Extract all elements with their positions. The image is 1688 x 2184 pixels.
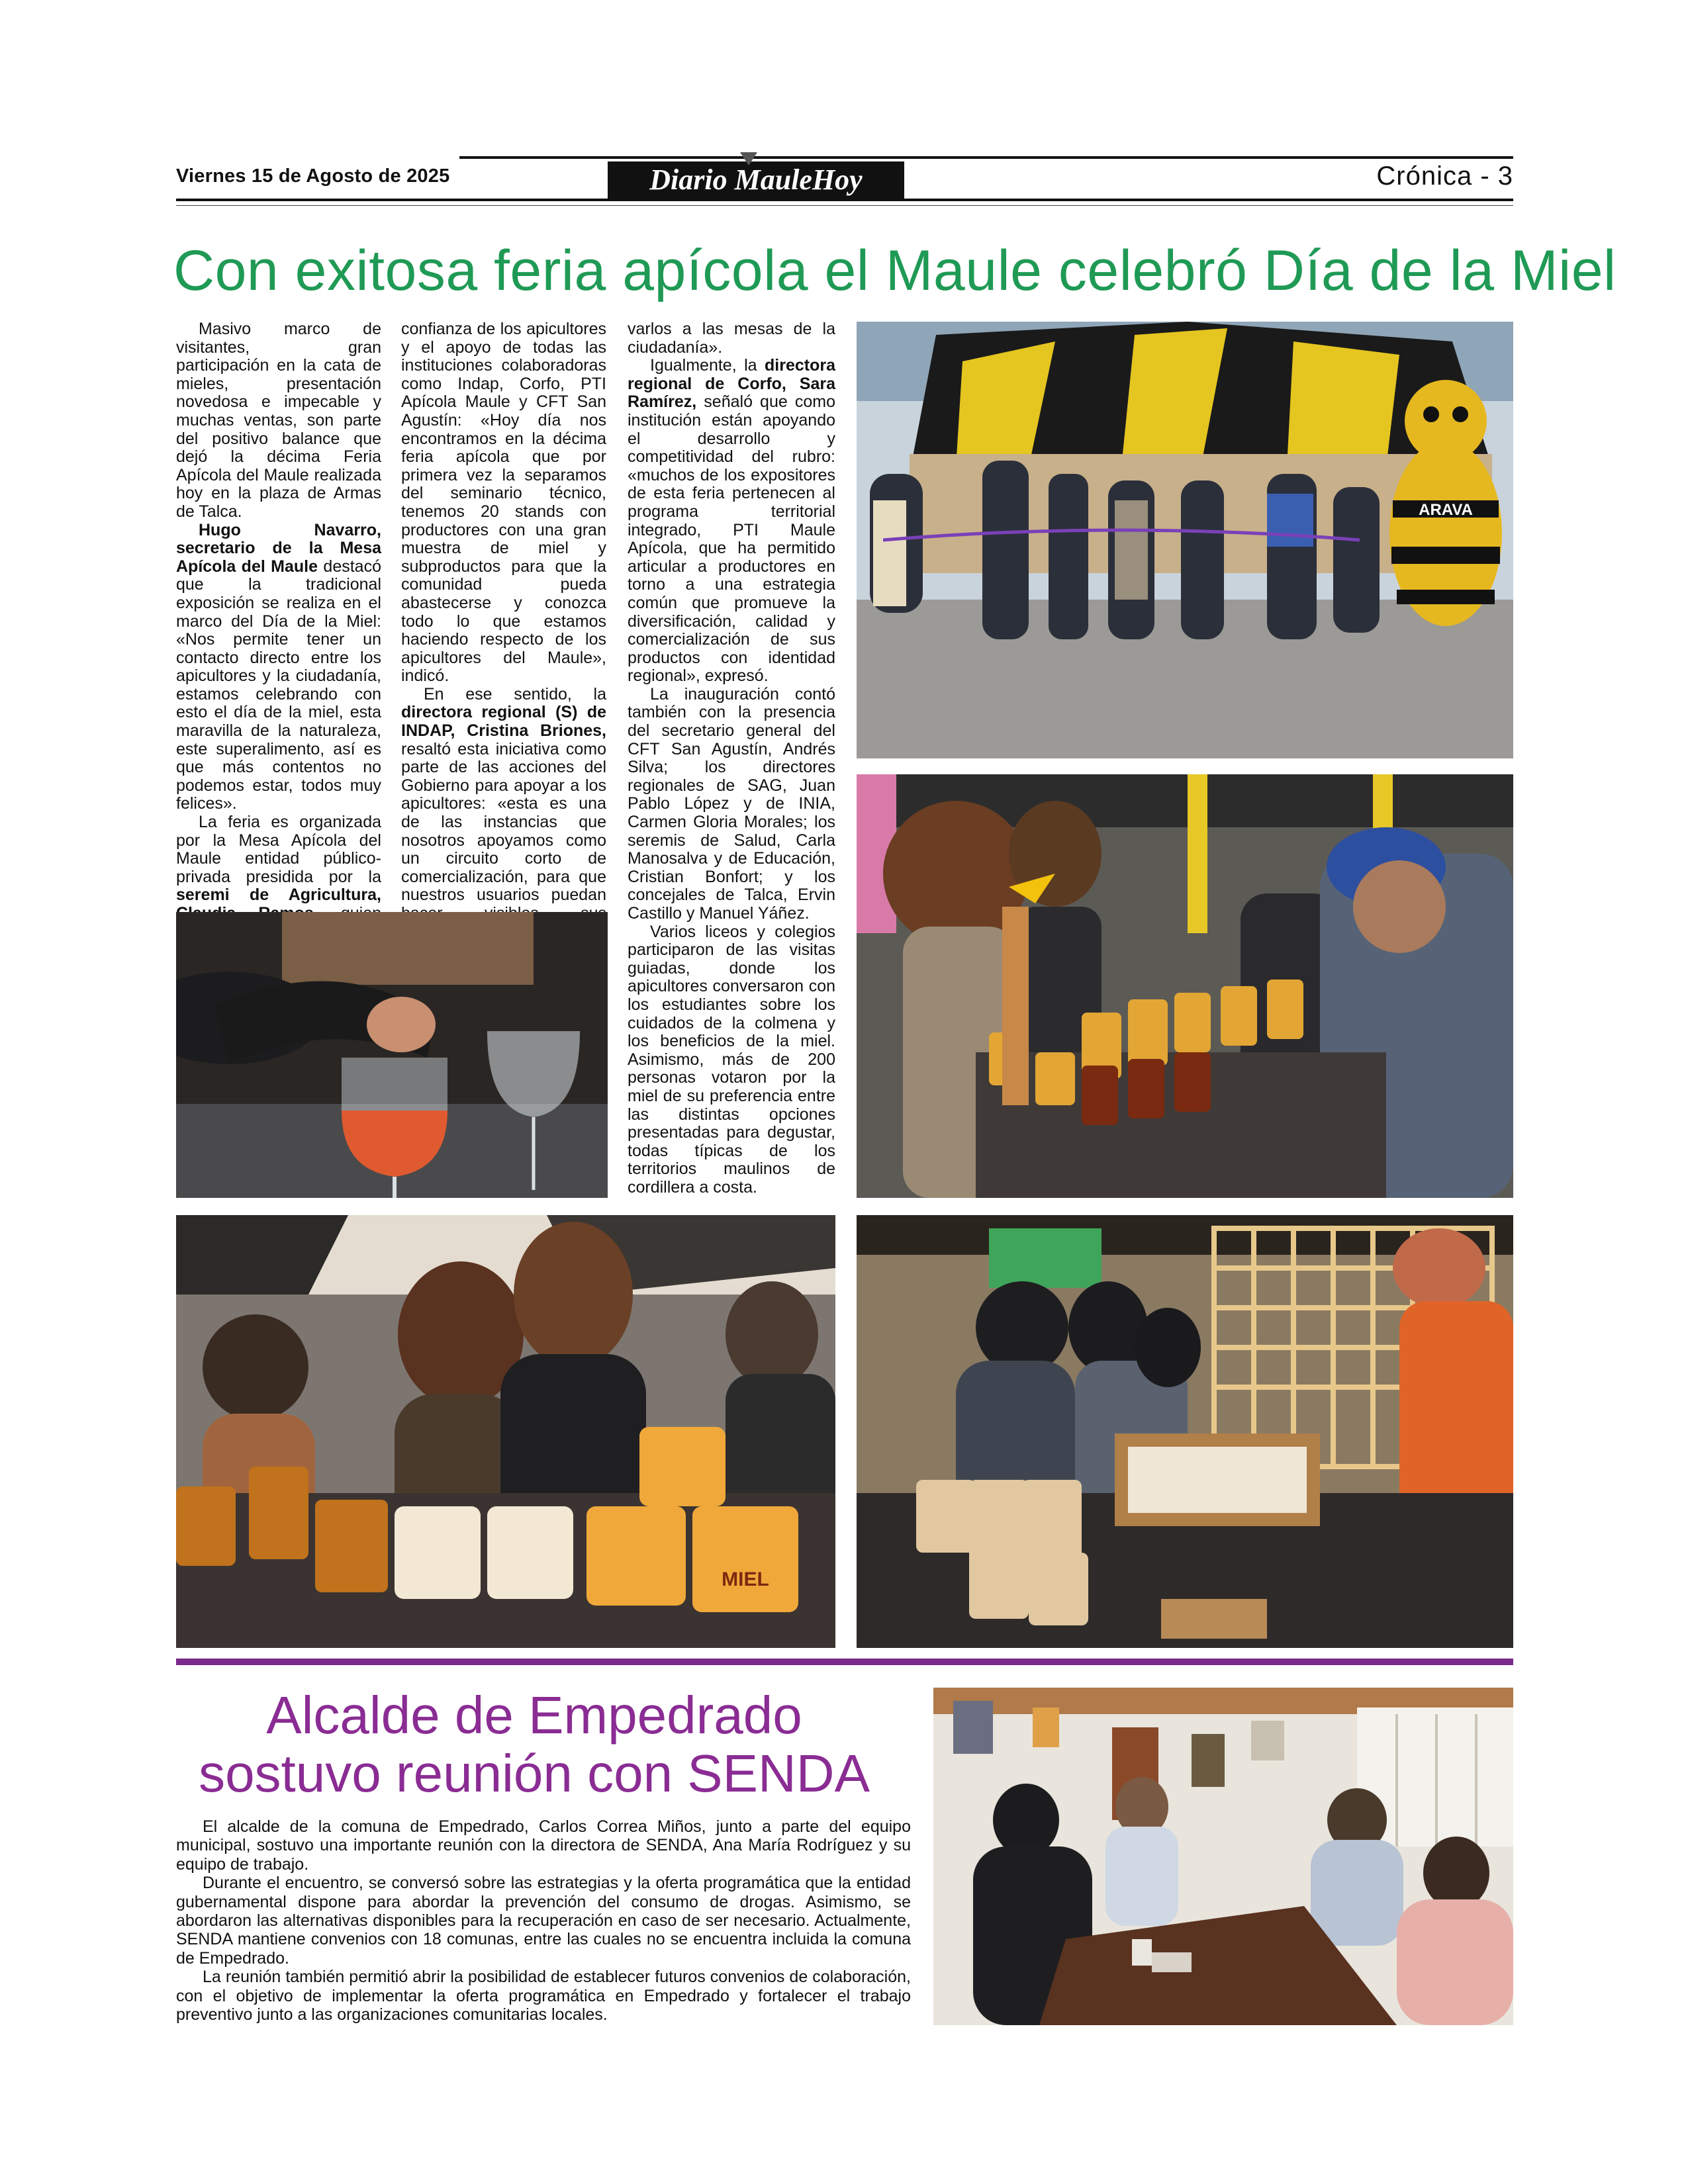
article2-body xyxy=(176,1817,911,2024)
article-column-1 xyxy=(176,320,381,941)
article-column-2 xyxy=(401,320,606,941)
photo-ribbon-cutting xyxy=(857,322,1513,758)
paragraph xyxy=(176,522,381,814)
bold-name: seremi de Agricultura, xyxy=(176,886,381,905)
header-thin-rule xyxy=(176,205,1513,206)
paragraph: Varios liceos y colegios participaron de las visitas guiadas, donde los apicultores conversaron con los estudiantes sobre los cuidados de la colmena y los beneficios de la miel. Asimismo, más de 200 personas votaron por la miel de su preferencia entre las distintas opciones presentadas para degustar, todas típicas de los territorios maulinos de cordillera a costa. xyxy=(628,922,835,1197)
header-top-rule xyxy=(459,156,1513,159)
text-run: En ese sentido, la xyxy=(424,684,606,704)
photo-honey-tasting xyxy=(176,912,608,1198)
bold-name: directora regional de Corfo, Sara Ramírez, xyxy=(628,356,835,412)
text-run: señaló que como institución están apoyando el desarrollo y competitividad del rubro: «muchos de los expositores de esta feria pertenecen al programa territorial integrado, PTI Maule Apícola, que ha permitido articular a productores en torno a una estrategia común que promueve la diversificación, calidad y comercialización de sus productos con identidad regional», expresó. xyxy=(628,392,835,686)
text-run: resaltó esta iniciativa como parte de las acciones del Gobierno para apoyar a los apicultores: «esta es una de las instancias que nosotros apoyamos como un circuito corto de comercialización, para que nuestros usuarios puedan xyxy=(401,739,606,905)
mascot-label: ARAVA xyxy=(1419,501,1473,519)
honey-tubs-illustration xyxy=(176,1215,835,1648)
honey-stand-illustration xyxy=(857,774,1513,1198)
paragraph: Durante el encuentro, se conversó sobre las estrategias y la oferta programática que la entidad gubernamental dispone para abordar la prevención del consumo de drogas. Asimismo, se abordaron las alternativas disponibles para la recuperación en caso de ser necesario. Actualmente, SENDA mantiene convenios con 18 comunas, entre las cuales no se encuentra incluida la comuna de Empedrado. xyxy=(176,1874,911,1968)
paragraph xyxy=(401,686,606,941)
header-bottom-rule xyxy=(176,199,1513,201)
paragraph: varlos a las mesas de la ciudadanía». xyxy=(628,320,835,357)
masthead-logo: Diario MauleHoy xyxy=(608,161,904,199)
paragraph: confianza de los apicultores y el apoyo de todas las instituciones colaboradoras como Indap, Corfo, PTI Apícola Maule y CFT San Agustín: «Hoy día nos encontramos en la décima feria apícola que por primera vez la separamos del seminario técnico, tenemos 20 stands con productores con una gran muestra de miel y subproductos para que la comunidad pueda abastecerse y conozca todo lo que estamos haciendo respecto de los apicultores del Maule», indicó. xyxy=(401,320,606,686)
article-headline: Con exitosa feria apícola el Maule celebró Día de la Miel xyxy=(173,239,1617,302)
text-run: La feria es organizada por la Mesa Apícola del Maule entidad público-privada presidida por la xyxy=(176,813,381,886)
masthead-notch-icon xyxy=(740,152,757,165)
headline-line: sostuvo reunión con SENDA xyxy=(199,1744,870,1803)
honey-tasting-illustration xyxy=(176,912,608,1198)
photo-senda-meeting xyxy=(933,1688,1513,2025)
senda-meeting-illustration xyxy=(933,1688,1513,2025)
paragraph: La reunión también permitió abrir la posibilidad de establecer futuros convenios de colaboración, con el objetivo de implementar la oferta programática en Empedrado y fortalecer el trabajo preventivo junto a las organizaciones comunitarias locales. xyxy=(176,1968,911,2025)
bold-name: directora regional (S) de INDAP, Cristina Briones, xyxy=(401,703,606,741)
bold-name: Hugo Navarro, secretario de la Mesa Apícola del Maule xyxy=(176,520,381,576)
text-run: destacó que la tradicional exposición se realiza en el marco del Día de la Miel: «Nos permite tener un contacto directo entre los apicultores y la ciudadanía, estamos celebrando con esto el día de la miel, esta maravilla de la naturaleza, este superalimento, así es que más contentos no podemos estar, todos muy felices». xyxy=(176,557,381,813)
section-divider-rule xyxy=(176,1659,1513,1665)
paragraph: La inauguración contó también con la presencia del secretario general del CFT San Agustín, Andrés Silva; los directores regionales de SAG, Juan Pablo López y de INIA, Carmen Gloria Morales; los seremis de Salud, Carla Manosalva y de Educación, Cristian Bonfort; y los concejales de Talca, Ervin Castillo y Manuel Yáñez. xyxy=(628,684,835,923)
section-page-label: Crónica - 3 xyxy=(1376,161,1513,191)
headline-line: Alcalde de Empedrado xyxy=(266,1686,802,1745)
photo-honeycomb-frame xyxy=(857,1215,1513,1648)
text-run: Igualmente, la xyxy=(650,356,765,375)
photo-honey-tubs xyxy=(176,1215,835,1648)
paragraph: Masivo marco de visitantes, gran participación en la cata de mieles, presentación novedosa e impecable y muchas ventas, son parte del positivo balance que dejó la décima Feria Apícola del Maule realizada hoy en la plaza de Armas de Talca. xyxy=(176,320,381,521)
paragraph xyxy=(628,357,835,686)
honeycomb-frame-illustration xyxy=(857,1215,1513,1648)
photo-honey-stand xyxy=(857,774,1513,1198)
paragraph: El alcalde de la comuna de Empedrado, Carlos Correa Miños, junto a parte del equipo municipal, sostuvo una importante reunión con la directora de SENDA, Ana María Rodríguez y su equipo de trabajo. xyxy=(176,1817,911,1874)
honey-tub-label: MIEL xyxy=(722,1569,769,1590)
ribbon-cutting-illustration xyxy=(857,322,1513,758)
article-column-3 xyxy=(628,320,835,1197)
issue-date: Viernes 15 de Agosto de 2025 xyxy=(176,165,450,187)
article2-headline xyxy=(176,1686,892,1803)
